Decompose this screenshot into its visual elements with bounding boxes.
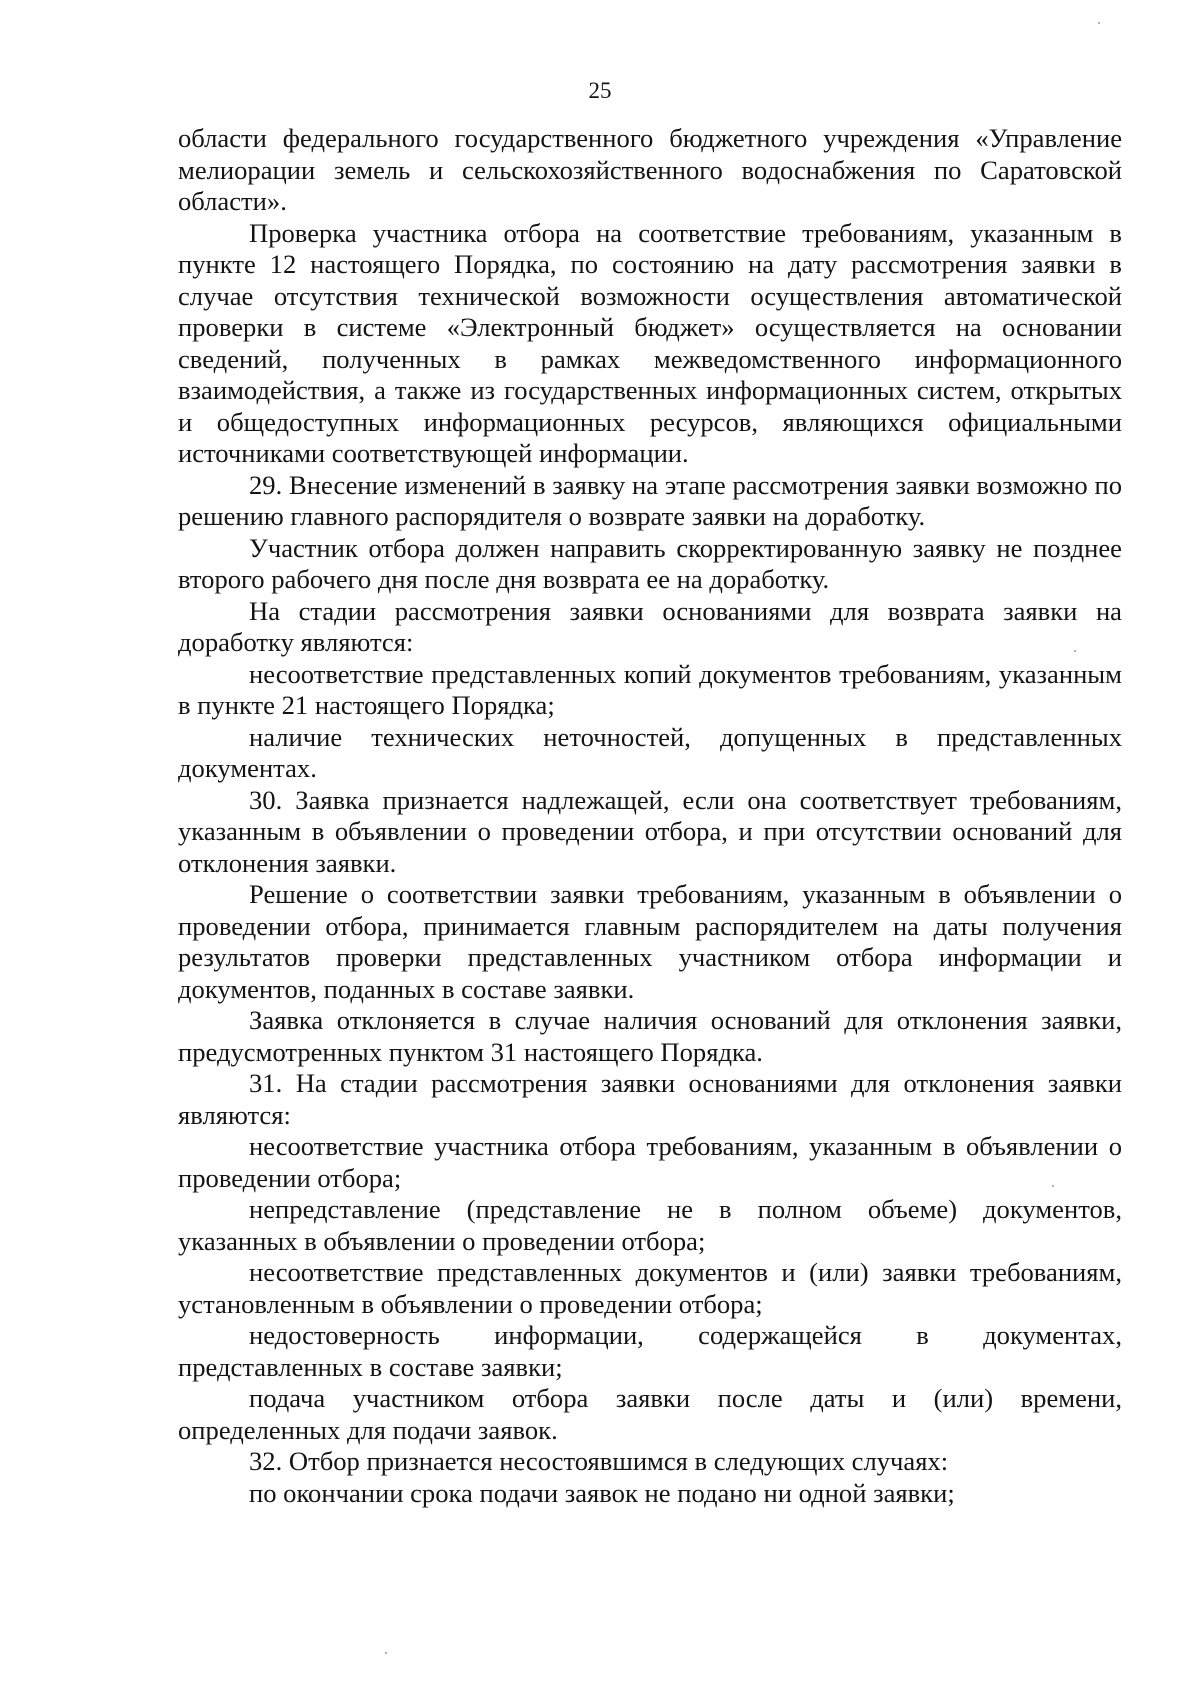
paragraph-resubmission: Участник отбора должен направить скорректированную заявку не позднее второго рабочего дня после дня возврата ее на доработку. — [178, 532, 1122, 594]
paragraph-32: 32. Отбор признается несостоявшимся в следующих случаях: — [249, 1446, 949, 1476]
scan-speck — [1052, 1185, 1054, 1187]
scan-speck — [1098, 22, 1100, 24]
paragraph-31: 31. На стадии рассмотрения заявки основаниями для отклонения заявки являются: — [178, 1068, 1122, 1130]
paragraph-verification: Проверка участника отбора на соответствие требованиям, указанным в пункте 12 настоящего Порядка, по состоянию на дату рассмотрения заявки в случае отсутствия технической возможности осуществления автоматической проверки в системе «Электронный бюджет» осуществляется на основании сведений, полученных в рамках межведомственного информационного взаимодействия, а также из государственных информационных систем, открытых и общедоступных информационных ресурсов, являющихся официальными источниками соответствующей информации. — [178, 217, 1122, 468]
list-item-copies-mismatch: несоответствие представленных копий документов требованиям, указанным в пункте 21 настоящего Порядка; — [178, 658, 1122, 720]
scan-speck — [385, 1652, 387, 1654]
paragraph-30: 30. Заявка признается надлежащей, если она соответствует требованиям, указанным в объявлении о проведении отбора, и при отсутствии оснований для отклонения заявки. — [178, 784, 1122, 878]
paragraph-rejection: Заявка отклоняется в случае наличия оснований для отклонения заявки, предусмотренных пунктом 31 настоящего Порядка. — [178, 1005, 1122, 1067]
list-item-no-applications: по окончании срока подачи заявок не подано ни одной заявки; — [249, 1477, 955, 1508]
list-item-late-submission: подача участником отбора заявки после даты и (или) времени, определенных для подачи заявок. — [178, 1383, 1122, 1445]
scan-speck — [1074, 650, 1076, 652]
paragraph-return-grounds: На стадии рассмотрения заявки основаниями для возврата заявки на доработку являются: — [178, 595, 1122, 657]
list-item-documents-missing: непредставление (представление не в полном объеме) документов, указанных в объявлении о проведении отбора; — [178, 1194, 1122, 1256]
list-item-unreliable-info: недостоверность информации, содержащейся в документах, представленных в составе заявки; — [178, 1320, 1122, 1382]
list-item-participant-mismatch: несоответствие участника отбора требованиям, указанным в объявлении о проведении отбора; — [178, 1131, 1122, 1193]
paragraph-compliance-decision: Решение о соответствии заявки требованиям, указанным в объявлении о проведении отбора, принимается главным распорядителем на даты получения результатов проверки представленных участником отбора информации и документов, поданных в составе заявки. — [178, 879, 1122, 1004]
document-body — [178, 123, 1122, 1509]
page-number: 25 — [588, 78, 612, 103]
list-item-documents-mismatch: несоответствие представленных документов и (или) заявки требованиям, установленным в объявлении о проведении отбора; — [178, 1257, 1122, 1319]
list-item-technical-errors: наличие технических неточностей, допущенных в представленных документах. — [178, 721, 1122, 783]
paragraph-29: 29. Внесение изменений в заявку на этапе рассмотрения заявки возможно по решению главного распорядителя о возврате заявки на доработку. — [178, 469, 1122, 531]
paragraph-continuation: области федерального государственного бюджетного учреждения «Управление мелиорации земель и сельскохозяйственного водоснабжения по Саратовской области». — [178, 123, 1122, 216]
